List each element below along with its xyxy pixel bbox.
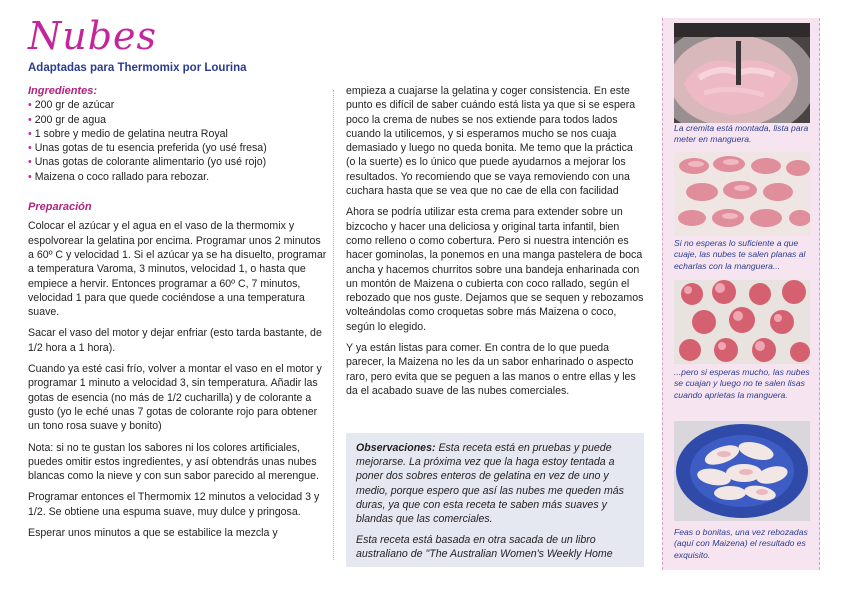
preparation-paragraph: Cuando ya esté casi frío, volver a montar el vaso en el motor y programar 1 minuto a velocidad 3, sin temperatura. Añadir las gotas de esencia (no más de 1/2 cucharilla) y de colorante a gusto (yo le eché unas 7 gotas de colorante rojo para obtener un tono rosa suave y bonito) [28, 363, 322, 433]
photo-caption: La cremita está montada, lista para meter en manguera. [674, 123, 809, 145]
bullet-icon: • [28, 156, 32, 169]
preparation-paragraph: Programar entonces el Thermomix 12 minutos a velocidad 3 y 1/2. Se obtiene una espuma suave, muy dulce y pringosa. [28, 491, 320, 518]
observations-label: Observaciones: [356, 442, 436, 454]
preparation-heading: Preparación [28, 201, 92, 214]
preparation-paragraph: Nota: si no te gustan los sabores ni los colores artificiales, puedes omitir estos ingredientes, y así obtendrás unas nubes blancas como la nieve y con sun sabor parecido al merengue. [28, 441, 319, 483]
photo-cream-bowl [674, 23, 810, 123]
ingredients-heading: Ingredientes: [28, 85, 98, 97]
photo-caption: Si no esperas lo suficiente a que cuaje, las nubes te salen planas al echarlas con la manguera... [674, 238, 806, 271]
column-divider [333, 90, 334, 560]
observations-box [346, 433, 644, 567]
bullet-icon: • [28, 99, 32, 112]
observations-source: Esta receta está basada en otra sacada de un libro australiano de "The Australian Women's Weekly Home [356, 534, 613, 561]
ingredient-item: • 200 gr de azúcar [28, 99, 115, 112]
ingredient-item: • 1 sobre y medio de gelatina neutra Royal [28, 127, 228, 140]
ingredient-item: • Unas gotas de tu esencia preferida (yo usé fresa) [28, 142, 267, 155]
preparation-paragraph: empieza a cuajarse la gelatina y coger consistencia. En este punto es difícil de saber cuándo está lista ya que si se espera poco la crema de nubes se nos extiende para todos lados cuando la utilicemos, y si esperamos mucho se nos cuaja demasiado y luego no queda bonita. Me temo que la práctica (o la suerte) es lo único que puede ayudarnos a mejorar los resultados. Yo recomiendo que se vaya removiendo con una cuchara hasta que se vea que no cae de ella con facilidad [346, 85, 636, 198]
photo-caption: Feas o bonitas, una vez rebozadas (aquí con Maizena) el resultado es exquisito. [674, 527, 808, 560]
photo-flat-nubes [674, 152, 810, 236]
middle-column [346, 84, 644, 405]
ingredients-list [28, 98, 328, 184]
photo-sidebar [662, 18, 820, 570]
left-column [28, 84, 328, 547]
photo-plate-nubes [674, 421, 810, 521]
photo-lumpy-nubes [674, 280, 810, 364]
bullet-icon: • [28, 142, 32, 155]
ingredient-item: • Maizena o coco rallado para rebozar. [28, 170, 210, 183]
preparation-paragraph: Esperar unos minutos a que se estabilice la mezcla y [28, 527, 278, 540]
bullet-icon: • [28, 127, 32, 140]
observations-text: Observaciones: Esta receta está en pruebas y puede mejorarse. La próxima vez que la haga estoy tentada a poner dos sobres enteros de gelatina en vez de uno y medio, porque espero que así las nubes me queden más duras, ya que con esta receta te saben más suaves y blandas que las comerciales. [356, 442, 624, 526]
page-title: Nubes [28, 14, 158, 58]
bullet-icon: • [28, 113, 32, 126]
preparation-paragraph: Colocar el azúcar y el agua en el vaso de la thermomix y espolvorear la gelatina por encima. Programar unos 2 minutos a 60º C y velocidad 1. Si el azúcar ya se ha disuelto, programar a temperatura Varoma, 3 minutos, velocidad 1, o hasta que empiece a hervir. Entonces programar a 60º C, 7 minutos, velocidad 1 para que quede cociéndose a una temperatura suave. [28, 220, 327, 319]
ingredient-item: • 200 gr de agua [28, 113, 106, 126]
photo-caption: ...pero si esperas mucho, las nubes se cuajan y luego no te salen lisas cuando aprietas la manguera. [674, 367, 810, 400]
ingredient-item: • Unas gotas de colorante alimentario (yo usé rojo) [28, 156, 267, 169]
preparation-paragraph: Ahora se podría utilizar esta crema para extender sobre un bizcocho y hacer una deliciosa y original tarta infantil, bien como relleno o como cobertura. Pero si nuestra intención es hacer gominolas, la ponemos en una manga pastelera de boca ancha y hacemos churritos sobre una bandeja enharinada con un montón de Maizena o cubierta con coco rallado, según el rebozado que nos guste. Dejamos que se sequen y rebozamos volteándolas como croquetas sobre más Maizena o coco, según lo elegido. [346, 206, 644, 333]
preparation-paragraph: Sacar el vaso del motor y dejar enfriar (esto tarda bastante, de 1/2 hora a 1 hora). [28, 327, 322, 354]
page-subtitle: Adaptadas para Thermomix por Lourina [28, 62, 247, 74]
preparation-paragraph: Y ya están listas para comer. En contra de lo que pueda parecer, la Maizena no les da un sabor enharinado o aspecto raro, pero evita que se peguen a las manos o entre ellas y les da el acabado suave de las nubes comerciales. [346, 342, 636, 397]
bullet-icon: • [28, 170, 32, 183]
